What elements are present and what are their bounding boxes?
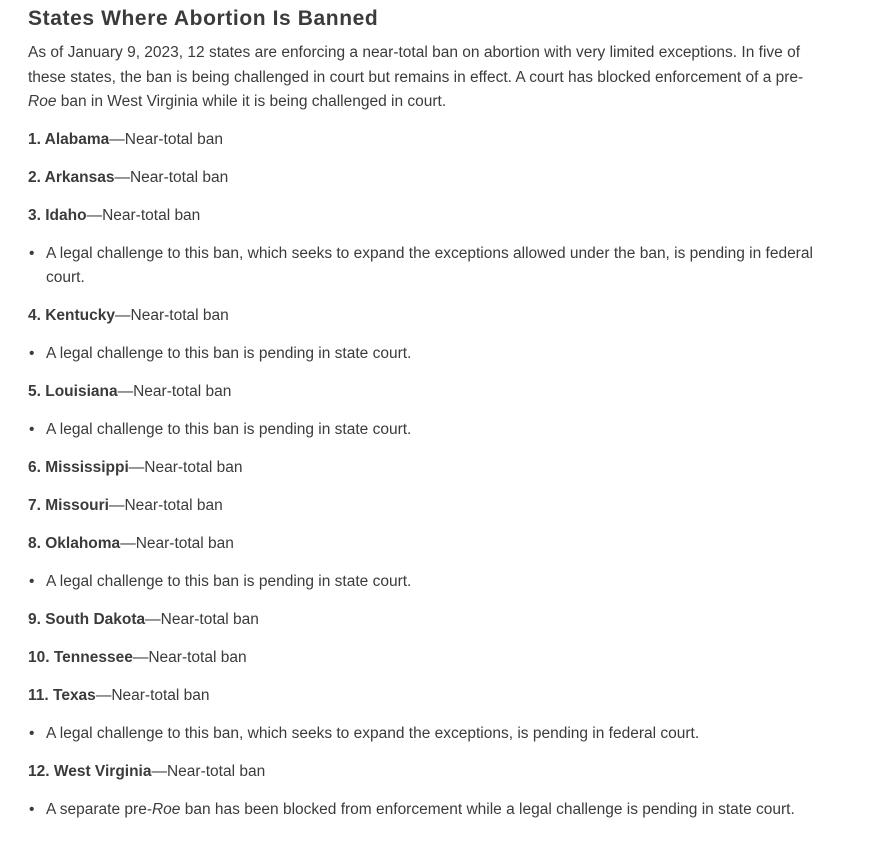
ban-type: Near-total ban <box>124 130 224 148</box>
ban-type: Near-total ban <box>124 496 223 514</box>
em-dash: — <box>151 762 167 780</box>
em-dash: — <box>109 130 125 148</box>
page-title: States Where Abortion Is Banned <box>28 7 379 30</box>
wv-note-text: A separate pre- <box>46 800 152 818</box>
state-name-text: Alabama <box>44 130 110 148</box>
state-name: 8. <box>28 534 46 552</box>
state-entry <box>28 128 830 152</box>
state-name: 1. <box>28 130 45 148</box>
em-dash: — <box>145 610 161 628</box>
state-name: 6. <box>28 458 46 476</box>
ban-type: Near-total ban <box>102 206 201 224</box>
ban-type: Near-total ban <box>160 610 259 628</box>
intro-paragraph <box>28 41 830 115</box>
ban-type: Near-total ban <box>111 686 210 704</box>
state-name-text: Texas <box>53 686 96 704</box>
state-name-text: Tennessee <box>53 648 133 666</box>
legal-challenge-note: • A legal challenge to this ban is pending in state court. <box>28 418 830 442</box>
legal-challenge-note: • A legal challenge to this ban, which seeks to expand the exceptions, is pending in federal court. <box>28 722 830 746</box>
ban-type: Near-total ban <box>166 762 266 780</box>
state-name: 5. <box>28 382 46 400</box>
state-name-text: Kentucky <box>45 306 116 324</box>
ban-type: Near-total ban <box>144 458 243 476</box>
em-dash: — <box>120 534 136 552</box>
legal-challenge-note: • A legal challenge to this ban, which seeks to expand the exceptions allowed under the ban, is pending in federal court. <box>28 242 830 290</box>
intro-italic-roe: Roe <box>28 93 57 110</box>
state-name: 10. <box>28 648 54 666</box>
state-entry <box>28 494 830 518</box>
em-dash: — <box>95 686 112 704</box>
state-name: 11. <box>28 686 53 704</box>
state-name: 9. <box>28 610 46 628</box>
ban-type: Near-total ban <box>135 534 234 552</box>
ban-type: Near-total ban <box>148 648 247 666</box>
state-name-text: Missouri <box>45 496 109 514</box>
state-name-text: Idaho <box>45 206 87 224</box>
ban-type: Near-total ban <box>130 306 229 324</box>
em-dash: — <box>128 458 145 476</box>
state-entry <box>28 380 830 404</box>
intro-text: As of January 9, 2023, 12 states are enforcing a near-total ban on abortion with very limited exceptions. In five of these states, the ban is being challenged in court but remains in effect. A court has blocked enforcement of a pre- <box>28 44 804 86</box>
state-name: 4. <box>28 306 46 324</box>
state-name-text: West Virginia <box>53 762 152 780</box>
em-dash: — <box>108 496 125 514</box>
state-entry <box>28 456 830 480</box>
state-name: 7. <box>28 496 46 514</box>
wv-note-italic-roe: Roe <box>151 800 181 818</box>
legal-challenge-note: • A legal challenge to this ban is pending in state court. <box>28 570 830 594</box>
wv-note-text-end: ban has been blocked from enforcement while a legal challenge is pending in state court. <box>180 800 795 818</box>
state-entry <box>28 646 830 670</box>
state-name: 3. <box>28 206 46 224</box>
state-name-text: Oklahoma <box>45 534 121 552</box>
em-dash: — <box>86 206 103 224</box>
state-entry <box>28 684 830 708</box>
em-dash: — <box>132 648 149 666</box>
state-name: 2. <box>28 168 45 186</box>
west-virginia-note <box>28 798 830 822</box>
state-entry <box>28 608 830 632</box>
state-name: 12. <box>28 762 54 780</box>
state-name-text: Louisiana <box>45 382 118 400</box>
state-name-text: Mississippi <box>45 458 129 476</box>
state-entry <box>28 304 830 328</box>
state-entry <box>28 760 830 784</box>
ban-type: Near-total ban <box>133 382 232 400</box>
state-name-text: South Dakota <box>45 610 146 628</box>
state-entry <box>28 532 830 556</box>
state-name-text: Arkansas <box>44 168 115 186</box>
em-dash: — <box>114 168 130 186</box>
legal-challenge-note: • A legal challenge to this ban is pending in state court. <box>28 342 830 366</box>
state-entry <box>28 166 830 190</box>
intro-text-end: ban in West Virginia while it is being challenged in court. <box>56 93 447 110</box>
em-dash: — <box>115 306 131 324</box>
state-entry <box>28 204 830 228</box>
em-dash: — <box>117 382 134 400</box>
ban-type: Near-total ban <box>129 168 229 186</box>
state-list <box>28 128 830 822</box>
